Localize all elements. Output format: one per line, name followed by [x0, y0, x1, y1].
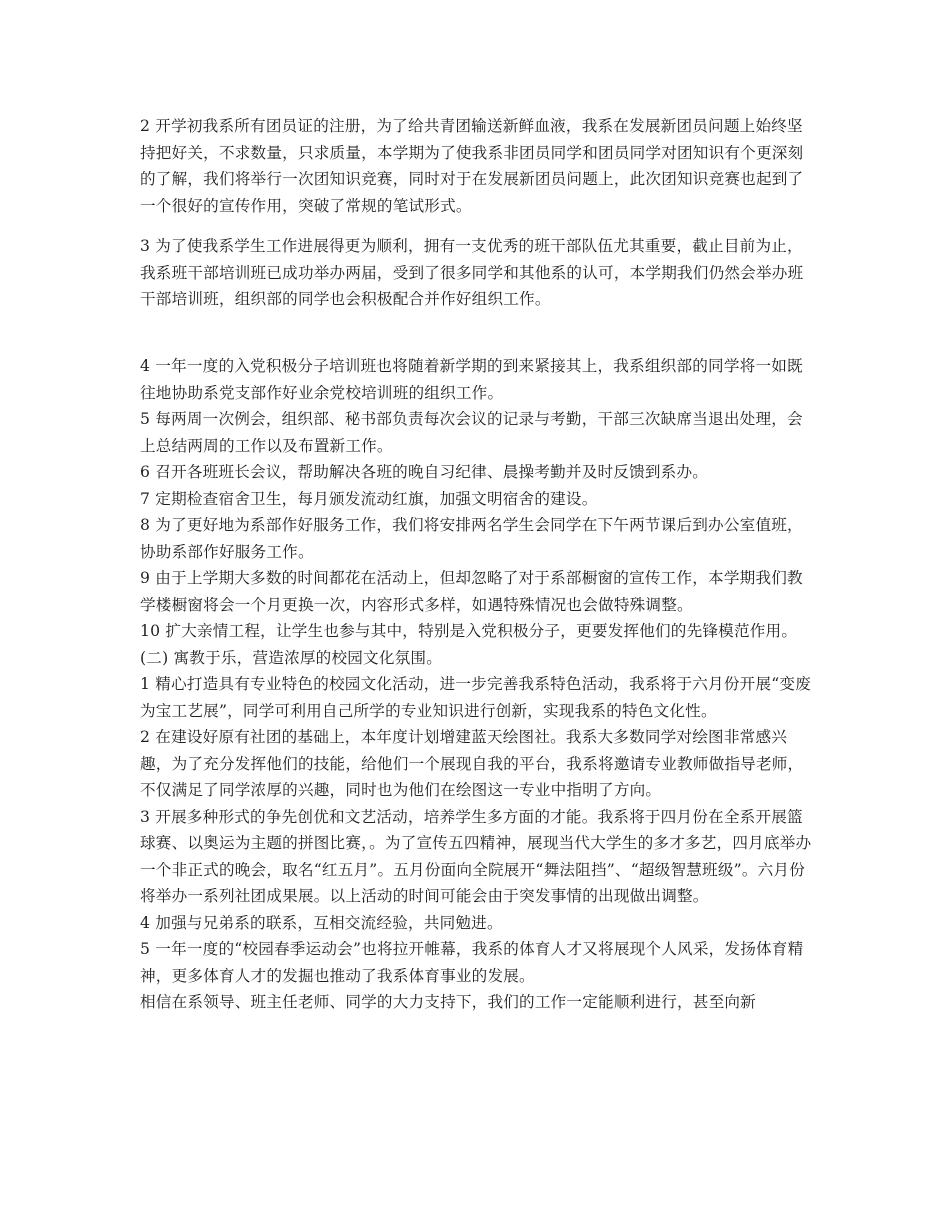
paragraph: 9 由于上学期大多数的时间都花在活动上，但却忽略了对于系部橱窗的宣传工作，本学期我们教学楼橱窗将会一个月更换一次，内容形式多样，如遇特殊情况也会做特殊调整。 [140, 569, 803, 614]
paragraph: 2 开学初我系所有团员证的注册，为了给共青团输送新鲜血液，我系在发展新团员问题上始终坚持把好关，不求数量，只求质量，本学期为了使我系非团员同学和团员同学对团知识有个更深刻的了解，我们将举行一次团知识竞赛，同时对于在发展新团员问题上，此次团知识竞赛也起到了一个很好的宣传作用，突破了常规的笔试形式。 [140, 117, 804, 215]
paragraph: 10 扩大亲情工程，让学生也参与其中，特别是入党积极分子，更要发挥他们的先锋模范作用。 [140, 622, 798, 640]
paragraph: 2 在建设好原有社团的基础上，本年度计划增建蓝天绘图社。我系大多数同学对绘图非常感兴趣，为了充分发挥他们的技能，给他们一个展现自我的平台，我系将邀请专业教师做指导老师，不仅满足了同学浓厚的兴趣，同时也为他们在绘图这一专业中指明了方向。 [140, 728, 804, 799]
section-heading: (二) 寓教于乐，营造浓厚的校园文化氛围。 [140, 648, 443, 667]
paragraph: 4 加强与兄弟系的联系，互相交流经验，共同勉进。 [140, 913, 503, 932]
paragraph: 5 每两周一次例会，组织部、秘书部负责每次会议的记录与考勤，干部三次缺席当退出处理，会上总结两周的工作以及布置新工作。 [140, 410, 803, 455]
paragraph-group-top [140, 113, 812, 219]
paragraph: 7 定期检查宿舍卫生，每月颁发流动红旗，加强文明宿舍的建设。 [140, 489, 598, 508]
paragraph: 3 开展多种形式的争先创优和文艺活动，培养学生多方面的才能。我系将于四月份在全系开展篮球赛、以奥运为主题的拼图比赛，。为了宣传五四精神，展现当代大学生的多才多艺，四月底举办一个非正式的晚会，取名“红五月”。五月份面向全院展开“舞法阻挡”、“超级智慧班级”。六月份将举办一系列社团成果展。以上活动的时间可能会由于突发事情的出现做出调整。 [140, 807, 812, 905]
paragraph: 6 召开各班班长会议，帮助解决各班的晚自习纪律、晨操考勤并及时反馈到系办。 [140, 463, 709, 481]
paragraph-group-main [140, 353, 812, 1016]
paragraph: 5 一年一度的“校园春季运动会”也将拉开帷幕，我系的体育人才又将展现个人风采，发扬体育精神，更多体育人才的发掘也推动了我系体育事业的发展。 [140, 940, 804, 985]
paragraph: 8 为了更好地为系部作好服务工作，我们将安排两名学生会同学在下午两节课后到办公室值班，协助系部作好服务工作。 [140, 516, 803, 561]
paragraph: 4 一年一度的入党积极分子培训班也将随着新学期的到来紧接其上，我系组织部的同学将一如既往地协助系党支部作好业余党校培训班的组织工作。 [140, 357, 803, 402]
paragraph: 相信在系领导、班主任老师、同学的大力支持下，我们的工作一定能顺利进行，甚至向新 [140, 993, 756, 1011]
paragraph: 1 精心打造具有专业特色的校园文化活动，进一步完善我系特色活动，我系将于六月份开展“变废为宝工艺展”，同学可利用自己所学的专业知识进行创新，实现我系的特色文化性。 [140, 675, 811, 720]
paragraph-group-middle [140, 233, 812, 313]
paragraph: 3 为了使我系学生工作进展得更为顺利，拥有一支优秀的班干部队伍尤其重要，截止目前为止，我系班干部培训班已成功举办两届，受到了很多同学和其他系的认可，本学期我们仍然会举办班干部培训班，组织部的同学也会积极配合并作好组织工作。 [140, 237, 804, 308]
